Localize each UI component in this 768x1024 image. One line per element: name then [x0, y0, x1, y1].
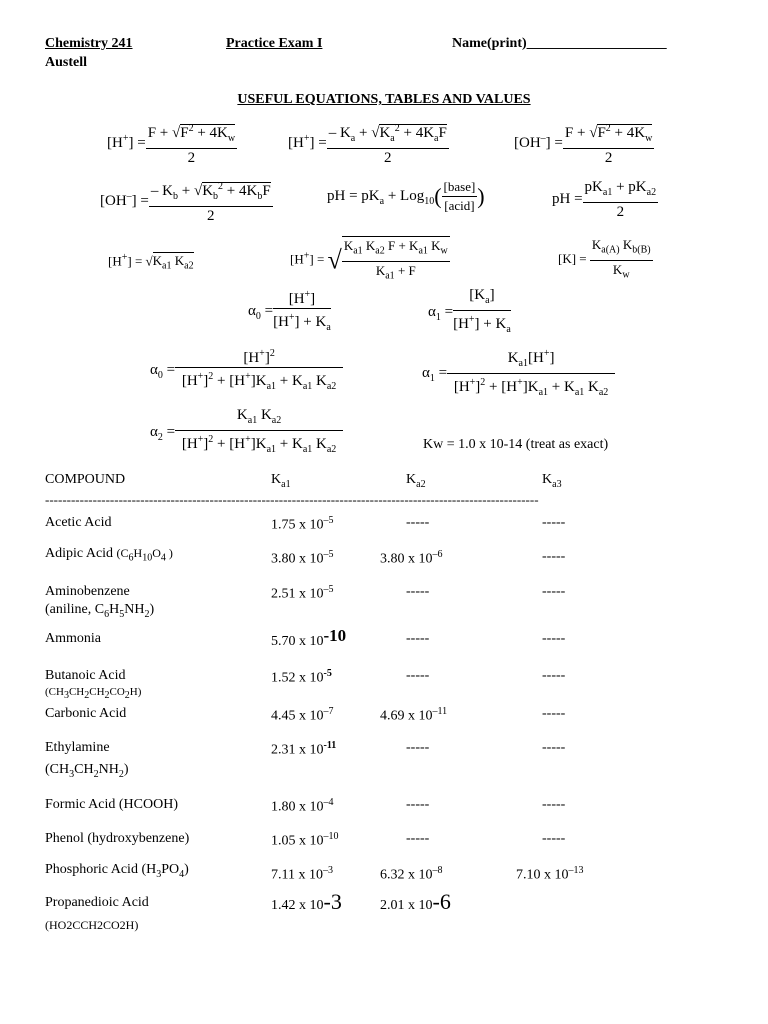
equation-h-intermediate-full: [H+] = √ $\frac{K_{a1} K_{a2} F + K_{a1} K_w}{K_{a1} + F}$ — [290, 236, 450, 285]
ka2-value: ----- — [406, 631, 430, 646]
compound-name: Ethylamine — [45, 740, 110, 755]
compound-name: Butanoic Acid — [45, 668, 126, 683]
ka1-value: 3.80 x $10^{-5}$ — [271, 549, 334, 567]
ka3-value: ----- — [542, 831, 566, 846]
ka1-value: 1.52 x $10^{-5}$ — [271, 668, 332, 686]
equation-k-neutralization: [K] = $\frac{K_{a(A)} K_{b(B)}}{K_w}$ — [558, 237, 651, 281]
equation-oh-weak-base: [OH–] = $\frac{- K_b + √K_b^2 + 4K_bF}{2}$ — [100, 178, 273, 225]
ka1-value: 1.75 x $10^{-5}$ — [271, 515, 334, 533]
compound-name: Phenol (hydroxybenzene) — [45, 831, 190, 846]
ka1-value: 2.31 x $10^{-11}$ — [271, 740, 337, 758]
ka3-value: ----- — [542, 740, 566, 755]
kw-note: Kw = 1.0 x 10-14 (treat as exact) — [423, 437, 609, 452]
compound-formula: (HO2CCH2CO2H) — [45, 918, 139, 932]
equation-h-weak-acid: [H+] = $\frac{- K_a + √K_a^2 + 4K_aF}{2}$ — [288, 120, 449, 167]
ka3-value: ----- — [542, 515, 566, 530]
equation-h-strong-acid: [H+] = $\frac{F + √F^2 + 4K_w}{2}$ — [107, 120, 237, 167]
ka3-value: ----- — [542, 797, 566, 812]
equation-alpha2-diprotic: $\alpha_2$ = $\frac{K_{a1} K_{a2}}{[H^+]^2 + [H^+]K_{a1} + K_{a1} K_{a2}}$ — [150, 406, 343, 459]
exam-title: Practice Exam I — [226, 36, 323, 51]
equation-alpha1-diprotic: $\alpha_1$ = $\frac{K_{a1}[H^+]}{[H^+]^2 + [H^+]K_{a1} + K_{a1} K_{a2}}$ — [422, 345, 615, 402]
ka2-value: ----- — [406, 668, 430, 683]
ka1-value: 1.05 x $10^{-10}$ — [271, 831, 339, 849]
equation-alpha0-monoprotic: $\alpha_0$ = $\frac{[H^+]}{[H^+] + K_a}$ — [248, 286, 331, 337]
equation-alpha1-monoprotic: $\alpha_1$ = $\frac{[K_a]}{[H^+] + K_a}$ — [428, 287, 511, 335]
column-header-ka2: $K_{a2}$ — [406, 472, 426, 490]
ka2-value: 2.01 x 10-6 — [380, 889, 451, 914]
column-header-ka3: $K_{a3}$ — [542, 472, 562, 490]
ka1-value: 1.80 x $10^{-4}$ — [271, 797, 334, 815]
compound-name: Propanedioic Acid — [45, 895, 149, 910]
ka2-value: ----- — [406, 797, 430, 812]
compound-name: Formic Acid (HCOOH) — [45, 797, 178, 812]
column-header-ka1: $K_{a1}$ — [271, 472, 291, 490]
ka2-value: ----- — [406, 584, 430, 599]
compound-name: Ammonia — [45, 631, 101, 646]
compound-name: Acetic Acid — [45, 515, 112, 530]
ka3-value: 7.10 x $10^{-13}$ — [516, 865, 584, 883]
compound-formula: $(CH_3CH_2NH_2)$ — [45, 762, 129, 780]
column-header-compound: COMPOUND — [45, 472, 126, 487]
ka1-value: 2.51 x $10^{-5}$ — [271, 584, 334, 602]
equation-oh-strong-base: [OH–] = $\frac{F + √F^2 + 4K_w}{2}$ — [514, 120, 654, 167]
ka2-value: 3.80 x $10^{-6}$ — [380, 549, 443, 567]
ka3-value: ----- — [542, 549, 566, 564]
name-label: Name(print)____________________ — [452, 36, 667, 51]
ka2-value: ----- — [406, 740, 430, 755]
ka3-value: ----- — [542, 668, 566, 683]
equation-h-intermediate-simple: $[H^+] = √K_{a1}$ $K_{a2}$ — [108, 252, 194, 272]
compound-name: Phosphoric Acid $(H_3PO_4)$ — [45, 862, 189, 880]
equation-alpha0-diprotic: $\alpha_0$ = $\frac{[H^+]^2}{[H^+]^2 + [H^+]K_{a1} + K_{a1} K_{a2}}$ — [150, 345, 343, 396]
ka1-value: 7.11 x $10^{-3}$ — [271, 865, 333, 883]
ka2-value: 4.69 x $10^{-11}$ — [380, 706, 448, 724]
equation-henderson-hasselbalch: pH = $pK_a + Log_{10}$( $\frac{\text{[base]}}{\text{[acid]}}$ ) — [327, 179, 485, 213]
compound-formula: $(CH_3CH_2CH_2CO_2H)$ — [45, 686, 142, 702]
course-title: Chemistry 241 — [45, 36, 133, 51]
table-divider: ------------------------------------------------------------------------------------------------------------------ — [45, 492, 539, 507]
ka2-value: ----- — [406, 831, 430, 846]
ka1-value: 5.70 x 10-10 — [271, 626, 347, 649]
ka2-value: ----- — [406, 515, 430, 530]
ka3-value: ----- — [542, 706, 566, 721]
ka2-value: 6.32 x $10^{-8}$ — [380, 865, 443, 883]
compound-formula: (aniline, $C_6H_5NH_2$) — [45, 602, 155, 620]
compound-name: Aminobenzene — [45, 584, 130, 599]
ka3-value: ----- — [542, 631, 566, 646]
compound-name: Carbonic Acid — [45, 706, 127, 721]
instructor-name: Austell — [45, 55, 87, 70]
compound-name: Adipic Acid ($C_6H_{10}O_4$ ) — [45, 546, 173, 564]
equation-ph-amphiprotic: pH = $\frac{pK_{a1} + pK_{a2}}{2}$ — [552, 179, 657, 220]
ka1-value: 1.42 x 10-3 — [271, 889, 342, 914]
ka3-value: ----- — [542, 584, 566, 599]
ka1-value: 4.45 x $10^{-7}$ — [271, 706, 334, 724]
page-title: USEFUL EQUATIONS, TABLES AND VALUES — [237, 92, 531, 107]
